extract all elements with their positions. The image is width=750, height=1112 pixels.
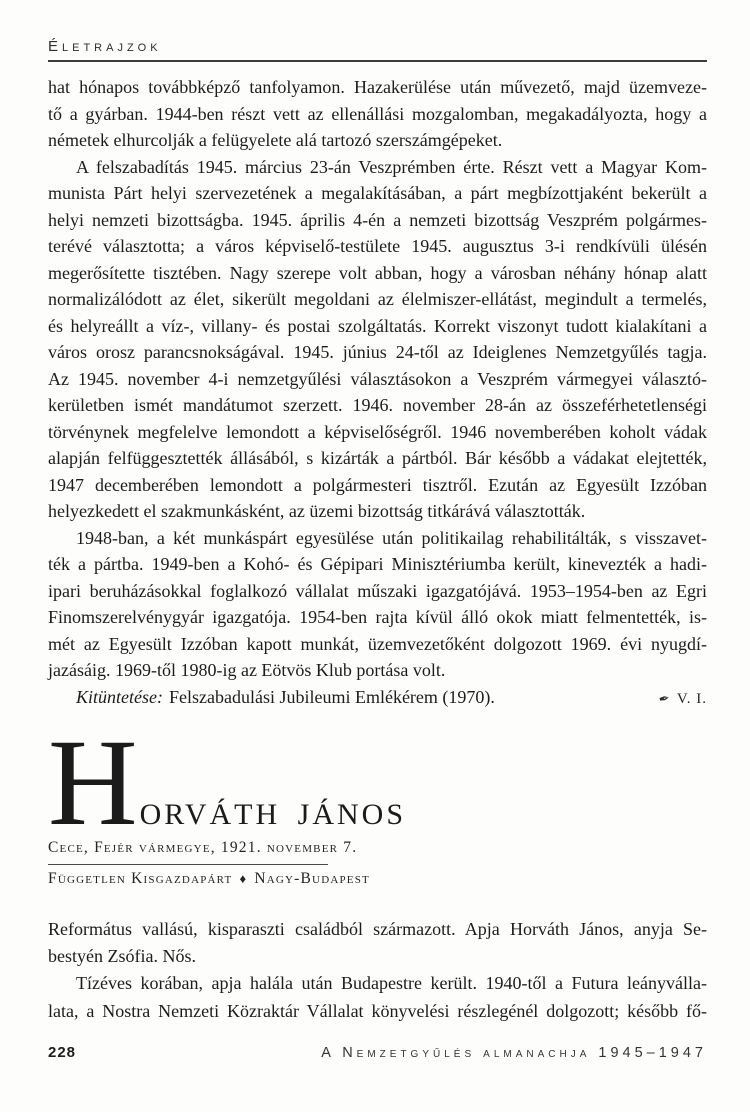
page-footer bbox=[48, 1044, 707, 1061]
paragraph bbox=[48, 525, 707, 684]
text-line: Református vallású, kisparaszti családból származott. Apja Horváth János, anyja Se- bbox=[48, 919, 707, 939]
paragraph bbox=[48, 74, 707, 154]
pen-icon: ✒ bbox=[657, 690, 672, 708]
text-line: kerületben ismét mandátumot szerzett. 1946. november 28-án az összeférhetetlenségi bbox=[48, 395, 707, 415]
text-line: terévé választotta; a város képviselő-testülete 1945. augusztus 3-i rendkívüli ülésén bbox=[48, 236, 707, 256]
biography-text-previous-entry bbox=[48, 74, 707, 684]
party-line bbox=[48, 870, 707, 888]
party-name: Független Kisgazdapárt bbox=[48, 870, 233, 887]
text-line: város orosz parancsnokságával. 1945. június 24-től az Ideiglenes Nemzetgyűlés tagja. bbox=[48, 342, 707, 362]
text-line: tő a gyárban. 1944-ben részt vett az ellenállási mozgalomban, megakadályozta, hogy a bbox=[48, 103, 707, 124]
award-line bbox=[48, 684, 707, 714]
text-line: helyi nemzeti bizottságba. 1945. április 4-én a nemzeti bizottság Veszprém polgármes- bbox=[48, 209, 707, 230]
party-rule bbox=[48, 864, 328, 865]
text-line: németek elhurcolják a felügyelete alá tartozó szerszámgépeket. bbox=[48, 130, 503, 150]
text-line: normalizálódott az élet, sikerült megoldani az élelmiszer-ellátást, megindult a termelés, bbox=[48, 289, 707, 309]
running-header bbox=[48, 38, 707, 55]
almanac-title: A Nemzetgyűlés almanachja 1945–1947 bbox=[321, 1045, 707, 1061]
paragraph bbox=[48, 154, 707, 525]
award-text: Felszabadulási Jubileumi Emlékérem (1970). bbox=[168, 686, 495, 707]
text-line: 1947 decemberében lemondott a polgármesteri tisztről. Ezután az Egyesült Izzóban bbox=[48, 474, 707, 495]
text-line: hat hónapos továbbképző tanfolyamon. Hazakerülése után művezető, majd üzemveze- bbox=[48, 77, 707, 97]
author-initials: V. I. bbox=[676, 690, 707, 707]
text-line: jazásáig. 1969-től 1980-ig az Eötvös Klub portása volt. bbox=[48, 660, 446, 680]
text-line: lata, a Nostra Nemzeti Közraktár Vállalat könyvelési részlegénél dolgozott; később fő- bbox=[48, 1000, 707, 1021]
text-line: bestyén Zsófia. Nős. bbox=[48, 946, 196, 967]
award-label: Kitüntetése: bbox=[76, 686, 163, 707]
running-header-title: Életrajzok bbox=[48, 38, 162, 55]
text-line: Az 1945. november 4-i nemzetgyűlési választásokon a Veszprém vármegyei választó- bbox=[48, 368, 707, 389]
diamond-icon: ♦ bbox=[239, 871, 248, 886]
entry-name: ORVÁTH JÁNOS bbox=[139, 798, 407, 831]
author-signature bbox=[659, 686, 707, 714]
dropcap-letter: H bbox=[48, 714, 138, 851]
text-line: ték a pártba. 1949-ben a Kohó- és Gépipari Minisztériumba került, kinevezték a hadi- bbox=[48, 554, 707, 574]
text-line: helyezkedett el szakmunkásként, az üzemi bizottság titkárává választották. bbox=[48, 501, 586, 521]
text-line: alapján felfüggesztették állásából, s kizárták a pártból. Bár később a vádakat elejtették, bbox=[48, 448, 707, 468]
header-rule bbox=[48, 60, 707, 62]
text-line: mét az Egyesült Izzóban kapott munkát, üzemvezetőként dolgozott 1969. évi nyugdí- bbox=[48, 633, 707, 654]
text-line: törvénynek megfelelve lemondott a képviselőségről. 1946 novemberében koholt vádak bbox=[48, 421, 707, 442]
text-line: Finomszerelvénygyár igazgatója. 1954-ben rajta kívül álló okok miatt felmentették, is- bbox=[48, 607, 707, 627]
text-line: 1948-ban, a két munkáspárt egyesülése után politikailag rehabilitálták, s visszavet- bbox=[76, 527, 707, 548]
page-number: 228 bbox=[48, 1044, 77, 1061]
text-line: A felszabadítás 1945. március 23-án Veszprémben érte. Részt vett a Magyar Kom- bbox=[76, 156, 707, 177]
birth-line: Cece, Fejér vármegye, 1921. november 7. bbox=[48, 839, 358, 856]
paragraph bbox=[48, 916, 707, 970]
district-name: Nagy-Budapest bbox=[254, 870, 370, 887]
text-line: megerősítette tisztében. Nagy szerepe volt abban, hogy a városban néhány hónap alatt bbox=[48, 262, 707, 283]
text-line: Tízéves korában, apja halála után Budapestre került. 1940-től a Futura leányválla- bbox=[76, 973, 707, 994]
text-line: ipari beruházásokkal foglalkozó vállalat műszaki igazgatójává. 1953–1954-ben az Egri bbox=[48, 580, 707, 601]
text-line: munista Párt helyi szervezetének a megalakításában, a párt megbízottjaként bekerült a bbox=[48, 183, 707, 203]
paragraph bbox=[48, 970, 707, 1024]
entry-biography-text bbox=[48, 916, 707, 1025]
text-line: és helyreállt a víz-, villany- és postai szolgáltatás. Korrekt viszonyt tudott kialakítani a bbox=[48, 315, 707, 336]
